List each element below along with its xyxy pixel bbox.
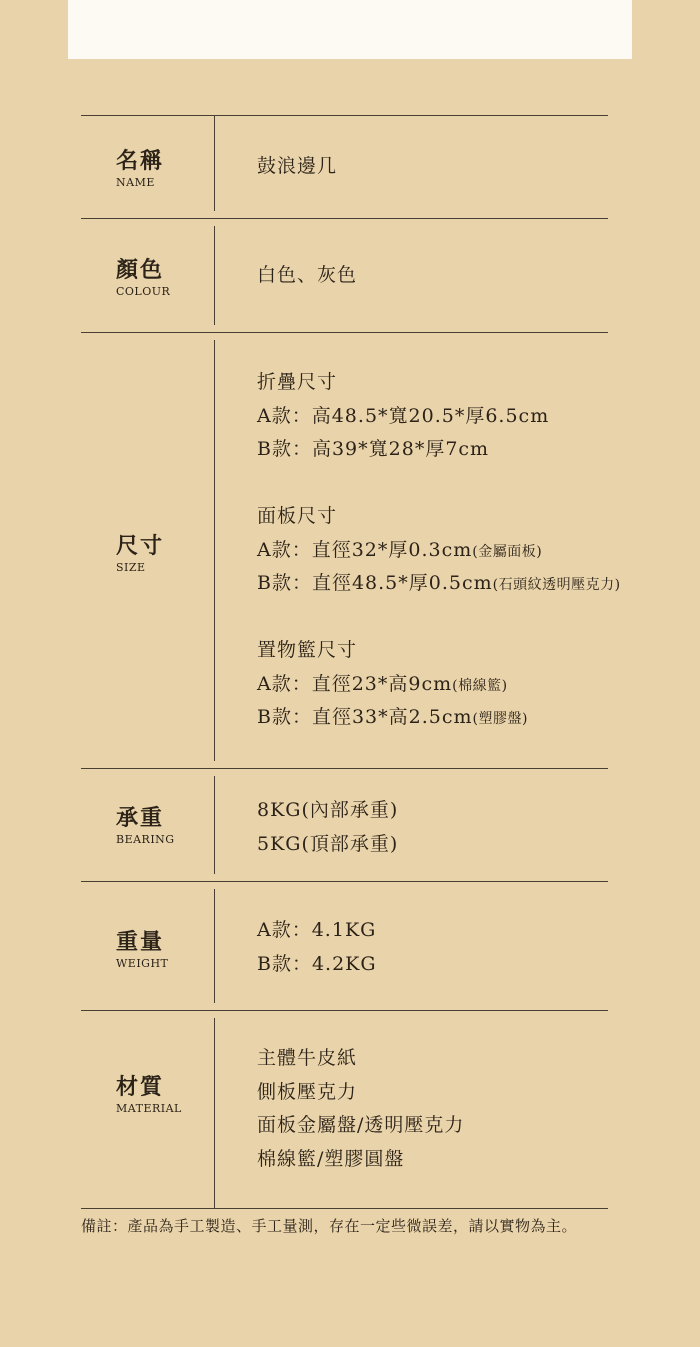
material-line-3: 面板金屬盤/透明壓克力 [257, 1114, 465, 1136]
bearing-label-zh: 承重 [116, 805, 165, 831]
weight-value-block [257, 914, 377, 981]
top-image-card [68, 0, 632, 59]
weight-label-en: WEIGHT [116, 957, 169, 970]
column-divider-weight [214, 889, 215, 1003]
size-folded-title: 折疊尺寸 [257, 371, 338, 393]
colour-label-zh: 顏色 [116, 257, 165, 283]
colour-value: 白色、灰色 [257, 264, 358, 286]
bearing-value-block [257, 794, 398, 861]
size-folded-b: B款：高39*寬28*厚7cm [257, 438, 490, 460]
divider-bearing [81, 881, 608, 882]
bearing-label-en: BEARING [116, 833, 175, 846]
divider-size [81, 768, 608, 769]
size-value-block [257, 366, 621, 735]
size-panel-a-text: A款：直徑32*厚0.3cm [257, 538, 473, 561]
column-divider-colour [214, 226, 215, 325]
column-divider-name [214, 115, 215, 211]
weight-label-zh: 重量 [116, 929, 165, 955]
weight-line-1: A款：4.1KG [257, 919, 377, 941]
material-value-block [257, 1042, 464, 1176]
divider-top [81, 115, 608, 116]
divider-name [81, 218, 608, 219]
footer-note: 備註：產品為手工製造、手工量測，存在一定些微誤差，請以實物為主。 [81, 1217, 578, 1235]
size-basket-a [257, 668, 621, 702]
size-panel-a [257, 534, 621, 568]
divider-bottom [81, 1208, 608, 1209]
column-divider-bearing [214, 776, 215, 874]
name-value-block [257, 150, 337, 184]
size-spacer [257, 467, 621, 501]
bearing-line-1: 8KG(內部承重) [257, 799, 399, 821]
colour-label [116, 257, 170, 299]
size-basket-title: 置物籃尺寸 [257, 639, 358, 661]
bearing-line-2: 5KG(頂部承重) [257, 832, 399, 855]
material-line-1: 主體牛皮紙 [257, 1047, 358, 1069]
name-label-en: NAME [116, 176, 155, 189]
size-label [116, 533, 164, 575]
size-folded-a: A款：高48.5*寬20.5*厚6.5cm [257, 404, 550, 427]
size-basket-a-text: A款：直徑23*高9cm [257, 672, 453, 695]
size-label-en: SIZE [116, 561, 146, 574]
column-divider-size [214, 340, 215, 761]
size-panel-b [257, 567, 621, 601]
size-panel-title: 面板尺寸 [257, 505, 338, 527]
column-divider-material [214, 1018, 215, 1208]
weight-line-2: B款：4.2KG [257, 952, 377, 975]
size-basket-b-text: B款：直徑33*高2.5cm [257, 706, 473, 728]
size-basket-b-note: (塑膠盤) [472, 711, 528, 727]
divider-colour [81, 332, 608, 333]
divider-weight [81, 1010, 608, 1011]
material-line-2: 側板壓克力 [257, 1080, 358, 1103]
name-label [116, 148, 164, 190]
colour-label-en: COLOUR [116, 285, 171, 298]
colour-value-block [257, 259, 357, 293]
size-panel-b-text: B款：直徑48.5*厚0.5cm [257, 572, 493, 594]
size-label-zh: 尺寸 [116, 533, 165, 559]
material-label [116, 1074, 182, 1116]
bearing-label [116, 805, 175, 847]
size-panel-b-note: (石頭紋透明壓克力) [492, 577, 621, 593]
name-label-zh: 名稱 [116, 148, 165, 174]
material-label-en: MATERIAL [116, 1102, 182, 1115]
size-basket-a-note: (棉線籃) [452, 677, 508, 694]
material-label-zh: 材質 [116, 1074, 165, 1100]
size-spacer [257, 601, 621, 635]
weight-label [116, 929, 168, 971]
material-line-4: 棉線籃/塑膠圓盤 [257, 1147, 405, 1170]
name-value: 鼓浪邊几 [257, 155, 338, 177]
size-basket-b [257, 701, 621, 735]
size-panel-a-note: (金屬面板) [472, 543, 543, 560]
